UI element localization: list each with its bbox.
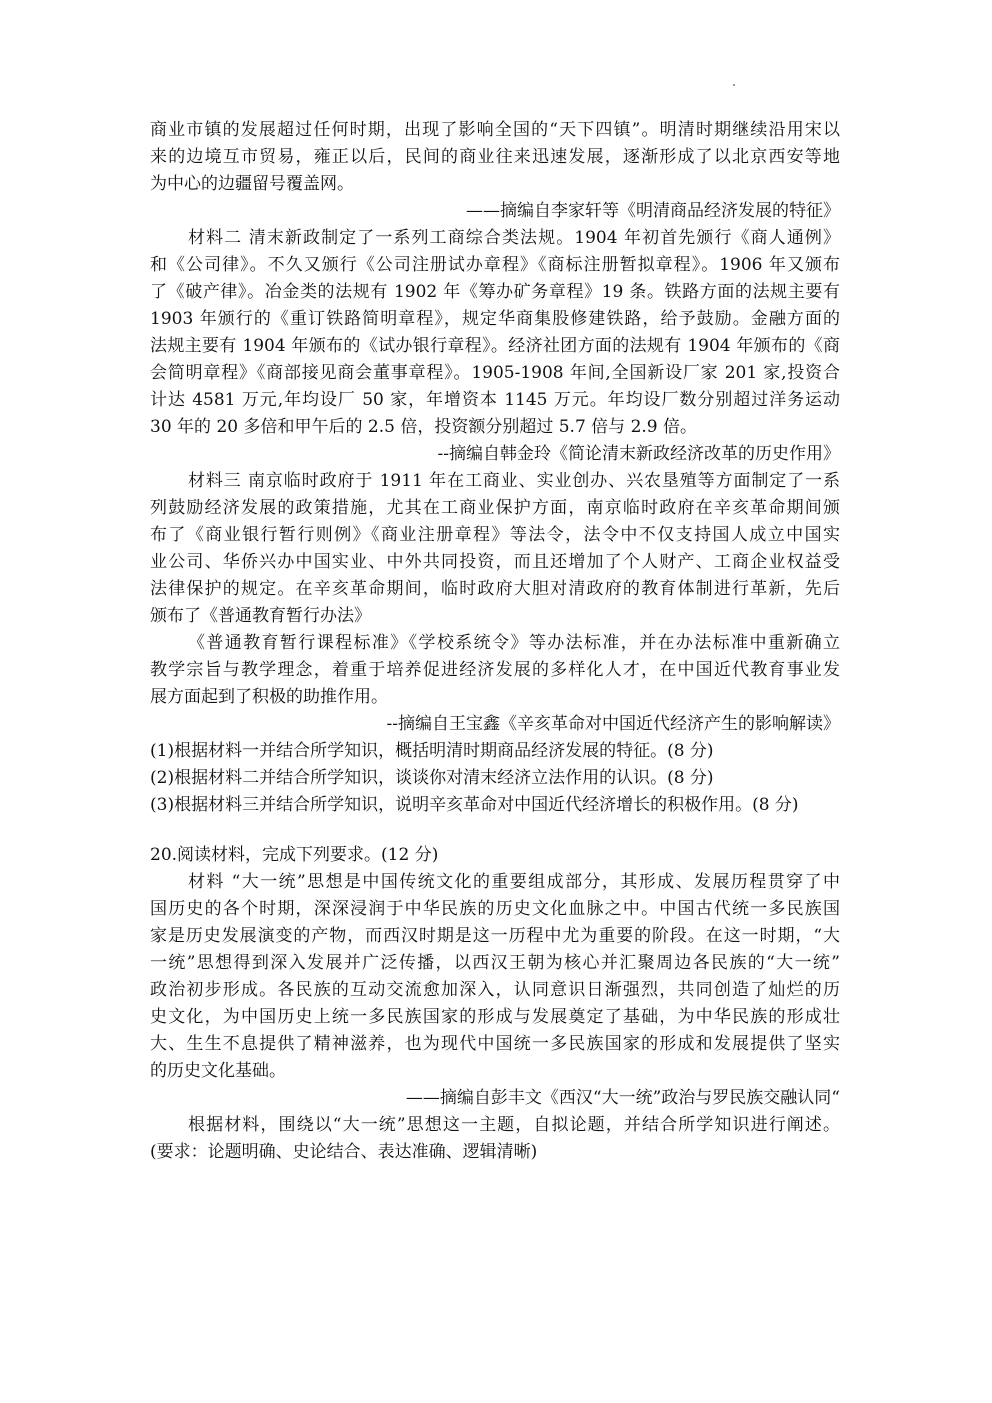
q20-material-line: 家是历史发展演变的产物，而西汉时期是这一历程中尤为重要的阶段。在这一时期，“大: [150, 926, 840, 946]
material2-line: 1903 年颁行的《重订铁路简明章程》，规定华商集股修建铁路，给予鼓励。金融方面的: [150, 309, 840, 329]
question-2: (2)根据材料二并结合所学知识，谈谈你对清末经济立法作用的认识。(8 分): [150, 768, 714, 788]
material3-line: 颁布了《普通教育暂行办法》: [150, 606, 371, 626]
material3-source: --摘编自王宝鑫《辛亥革命对中国近代经济产生的影响解读》: [386, 714, 840, 734]
material1-line: 来的边境互市贸易，雍正以后，民间的商业往来迅速发展，逐渐形成了以北京西安等地: [150, 147, 840, 167]
material3-line: 布了《商业银行暂行则例》《商业注册章程》等法令，法令中不仅支持国人成立中国实: [150, 525, 840, 545]
q20-requirement: (要求：论题明确、史论结合、表达准确、逻辑清晰): [150, 1142, 538, 1162]
material2-line: 法规主要有 1904 年颁布的《试办银行章程》。经济社团方面的法规有 1904 年颁布的《商: [150, 336, 840, 356]
material3-line: 《普通教育暂行课程标准》《学校系统令》等办法标准，并在办法标准中重新确立: [188, 633, 840, 653]
q20-material-line: 史文化，为中国历史上统一多民族国家的形成与发展奠定了基础，为中华民族的形成壮: [150, 1007, 840, 1027]
material1-line: 商业市镇的发展超过任何时期，出现了影响全国的“天下四镇”。明清时期继续沿用宋以: [150, 120, 840, 140]
material2-line: 和《公司律》。不久又颁行《公司注册试办章程》《商标注册暂拟章程》。1906 年又颁布: [150, 255, 840, 275]
scan-speck: [733, 84, 735, 86]
q20-material-line: 的历史文化基础。: [150, 1061, 286, 1081]
material3-line: 材料三 南京临时政府于 1911 年在工商业、实业创办、兴农垦殖等方面制定了一系: [188, 471, 840, 491]
q20-material-line: 材料 “大一统”思想是中国传统文化的重要组成部分，其形成、发展历程贯穿了中: [188, 872, 840, 892]
material1-line: 为中心的边疆留号覆盖网。: [150, 174, 354, 194]
material2-line: 了《破产律》。冶金类的法规有 1902 年《筹办矿务章程》19 条。铁路方面的法规主要有: [150, 282, 840, 302]
q20-source: ——摘编自彭丰文《西汉“大一统”政治与罗民族交融认同“: [405, 1088, 840, 1108]
material3-line: 教学宗旨与教学理念，着重于培养促进经济发展的多样化人才，在中国近代教育事业发: [150, 660, 840, 680]
q20-material-line: 大、生生不息提供了精神滋养，也为现代中国统一多民族国家的形成和发展提供了坚实: [150, 1034, 840, 1054]
q20-material-line: 政治初步形成。各民族的互动交流愈加深入，认同意识日渐强烈，共同创造了灿烂的历: [150, 980, 840, 1000]
material1-source: ——摘编自李家轩等《明清商品经济发展的特征》: [466, 201, 840, 221]
q20-requirement: 根据材料，围绕以“大一统”思想这一主题，自拟论题，并结合所学知识进行阐述。: [188, 1115, 840, 1135]
question-3: (3)根据材料三并结合所学知识，说明辛亥革命对中国近代经济增长的积极作用。(8 分): [150, 795, 799, 815]
material3-line: 列鼓励经济发展的政策措施，尤其在工商业保护方面，南京临时政府在辛亥革命期间颁: [150, 498, 840, 518]
q20-material-line: 一统”思想得到深入发展并广泛传播，以西汉王朝为核心并汇聚周边各民族的“大一统”: [150, 953, 840, 973]
material3-line: 法律保护的规定。在辛亥革命期间，临时政府大胆对清政府的教育体制进行革新，先后: [150, 579, 840, 599]
material2-line: 30 年的 20 多倍和甲午后的 2.5 倍，投资额分别超过 5.7 倍与 2.9 倍。: [150, 417, 698, 437]
material3-line: 业公司、华侨兴办中国实业、中外共同投资，而且还增加了个人财产、工商企业权益受: [150, 552, 840, 572]
question-20-title: 20.阅读材料，完成下列要求。(12 分): [150, 845, 439, 865]
material2-line: 材料二 清末新政制定了一系列工商综合类法规。1904 年初首先颁行《商人通例》: [188, 228, 840, 248]
material3-line: 展方面起到了积极的助推作用。: [150, 687, 388, 707]
material2-line: 会简明章程》《商部接见商会董事章程》。1905-1908 年间,全国新设厂家 201 家,投资合: [150, 363, 840, 383]
material2-source: --摘编自韩金玲《简论清末新政经济改革的历史作用》: [437, 444, 840, 464]
material2-line: 计达 4581 万元,年均设厂 50 家，年增资本 1145 万元。年均设厂数分别超过洋务运动: [150, 390, 840, 410]
q20-material-line: 国历史的各个时期，深深浸润于中华民族的历史文化血脉之中。中国古代统一多民族国: [150, 899, 840, 919]
question-1: (1)根据材料一并结合所学知识，概括明清时期商品经济发展的特征。(8 分): [150, 741, 714, 761]
